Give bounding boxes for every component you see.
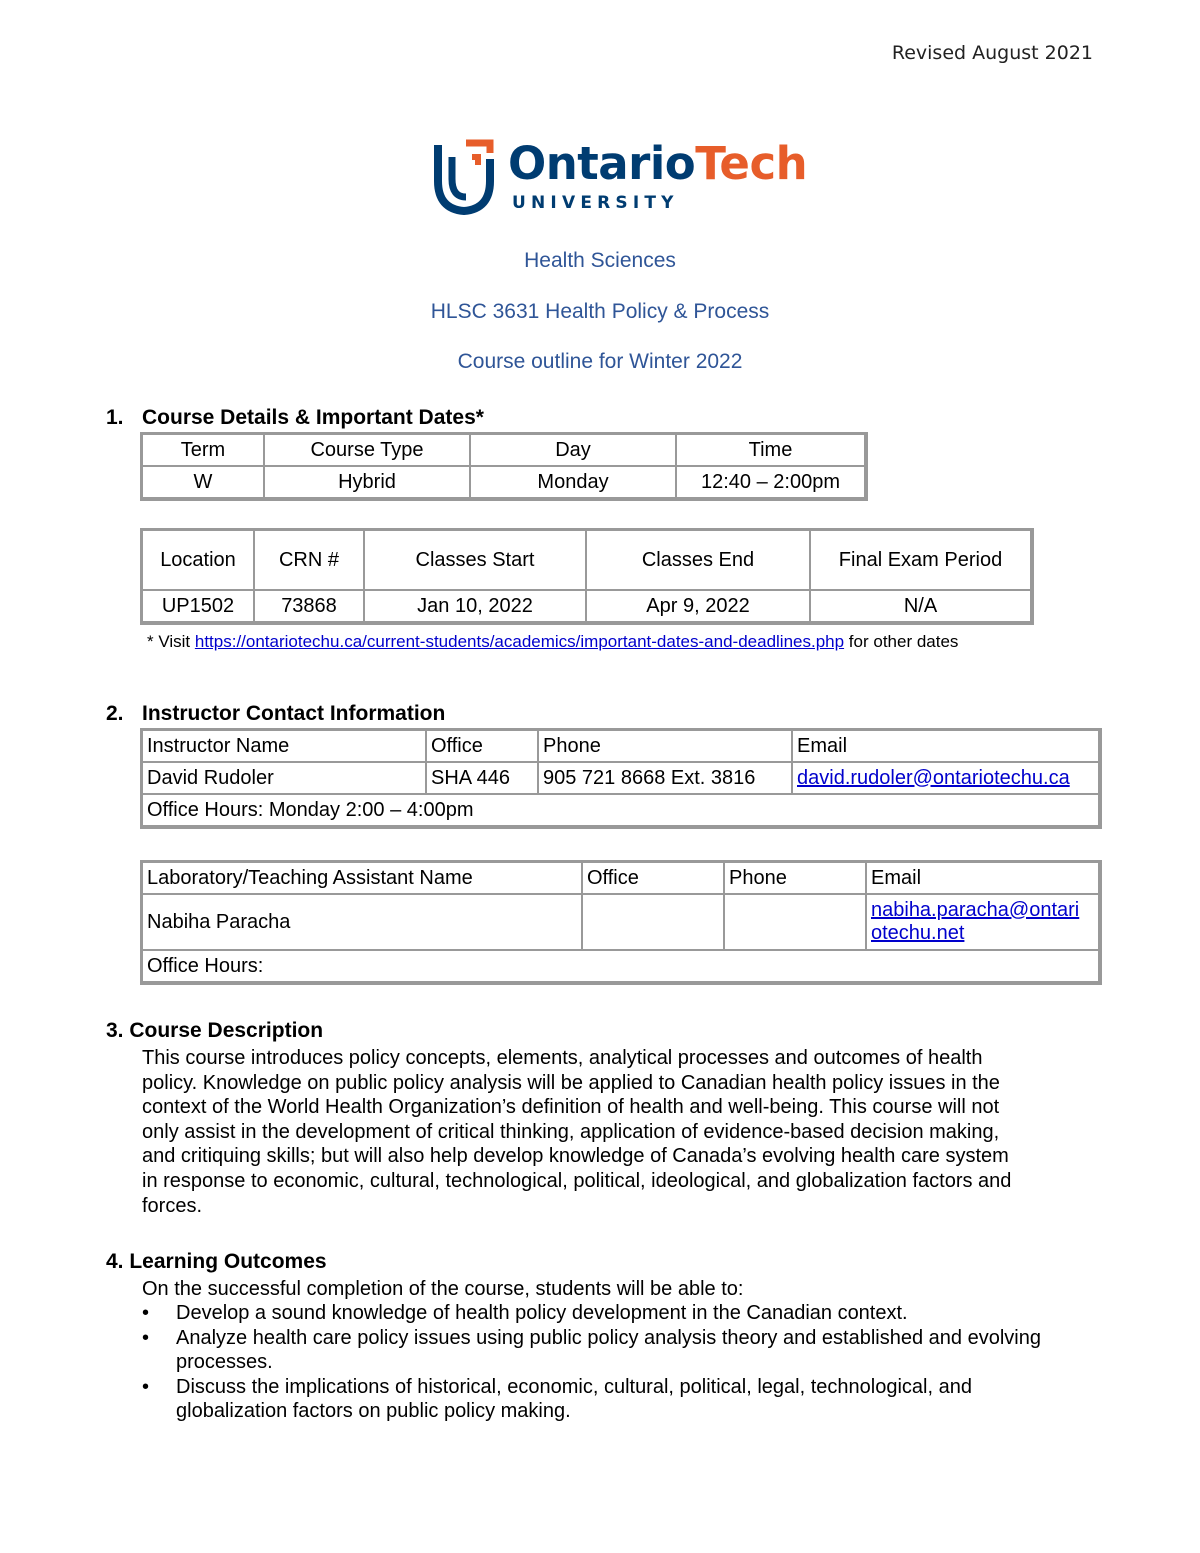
- table-header: Office: [426, 730, 538, 762]
- logo-subtitle: UNIVERSITY: [512, 193, 679, 213]
- table-header: Instructor Name: [142, 730, 426, 762]
- dates-note: * Visit https://ontariotechu.ca/current-students/academics/important-dates-and-deadlines.php for other dates: [147, 632, 959, 651]
- table-cell: Monday: [470, 466, 676, 498]
- instructor-email-link[interactable]: david.rudoler@ontariotechu.ca: [797, 766, 1070, 789]
- table-cell: W: [142, 466, 264, 498]
- assistant-email-link[interactable]: nabiha.paracha@ontari otechu.net: [871, 899, 1080, 944]
- description-line: This course introduces policy concepts, elements, analytical processes and outcomes of health: [142, 1047, 983, 1069]
- important-dates-link[interactable]: https://ontariotechu.ca/current-students/academics/important-dates-and-deadlines.php: [194, 632, 845, 651]
- table-cell: [582, 894, 724, 950]
- university-logo: [432, 135, 808, 215]
- office-hours-cell: Office Hours:: [142, 950, 1099, 982]
- instructor-table: [140, 728, 1102, 829]
- table-row: [142, 794, 1099, 826]
- list-item: • Analyze health care policy issues using public policy analysis theory and established and evolving processes.: [142, 1326, 1041, 1374]
- table-cell: 905 721 8668 Ext. 3816: [538, 762, 792, 794]
- course-description: [142, 1046, 1092, 1218]
- table-header: Term: [142, 434, 264, 466]
- table-header: Course Type: [264, 434, 470, 466]
- table-cell: Nabiha Paracha: [142, 894, 582, 950]
- section-4-heading: 4. Learning Outcomes: [106, 1250, 327, 1273]
- table-header: Laboratory/Teaching Assistant Name: [142, 862, 582, 894]
- table-header: Classes Start: [364, 530, 586, 590]
- table-header: Classes End: [586, 530, 810, 590]
- section-1-heading: 1. Course Details & Important Dates*: [106, 406, 484, 429]
- table-cell: [724, 894, 866, 950]
- section-2-heading: 2. Instructor Contact Information: [106, 702, 446, 725]
- table-row: [142, 590, 1031, 622]
- table-header: Location: [142, 530, 254, 590]
- table-header: Office: [582, 862, 724, 894]
- revised-date: Revised August 2021: [891, 42, 1093, 64]
- description-line: context of the World Health Organization’s definition of health and well-being. This course will not: [142, 1096, 1000, 1119]
- list-item: • Develop a sound knowledge of health policy development in the Canadian context.: [142, 1302, 908, 1324]
- bullet-icon: •: [142, 1375, 150, 1398]
- table-header-row: [142, 730, 1099, 762]
- table-header: Final Exam Period: [810, 530, 1031, 590]
- table-header: Day: [470, 434, 676, 466]
- list-item: • Discuss the implications of historical, economic, cultural, political, legal, technological, and globalization factors on public policy making.: [142, 1375, 972, 1423]
- description-line: policy. Knowledge on public policy analysis will be applied to Canadian health policy issues in the: [142, 1071, 1000, 1094]
- logo-wordmark: OntarioTech: [508, 137, 808, 190]
- bullet-icon: •: [142, 1302, 150, 1324]
- table-header: Time: [676, 434, 865, 466]
- assistant-table: [140, 860, 1102, 985]
- table-header-row: [142, 530, 1031, 590]
- description-line: forces.: [142, 1194, 203, 1217]
- table-cell: [792, 762, 1099, 794]
- table-header: Email: [792, 730, 1099, 762]
- table-cell: UP1502: [142, 590, 254, 622]
- ontariotech-shield-icon: [432, 135, 498, 215]
- table-cell: [866, 894, 1099, 950]
- table-cell: N/A: [810, 590, 1031, 622]
- description-line: and critiquing skills; but will also help develop knowledge of Canada’s evolving health care system: [142, 1145, 1009, 1168]
- faculty-name: Health Sciences: [524, 249, 676, 272]
- outcomes-intro: On the successful completion of the course, students will be able to:: [142, 1278, 744, 1300]
- table-row: [142, 950, 1099, 982]
- description-line: only assist in the development of critical thinking, application of evidence-based decision making,: [142, 1120, 1000, 1143]
- table-cell: Apr 9, 2022: [586, 590, 810, 622]
- course-title: HLSC 3631 Health Policy & Process: [430, 300, 770, 323]
- table-row: [142, 894, 1099, 950]
- table-cell: 12:40 – 2:00pm: [676, 466, 865, 498]
- office-hours-cell: Office Hours: Monday 2:00 – 4:00pm: [142, 794, 1099, 826]
- table-cell: 73868: [254, 590, 364, 622]
- description-line: in response to economic, cultural, technological, political, ideological, and globalization factors and: [142, 1169, 1012, 1192]
- course-dates-table: [140, 528, 1034, 625]
- table-header: CRN #: [254, 530, 364, 590]
- table-row: [142, 762, 1099, 794]
- bullet-icon: •: [142, 1326, 150, 1349]
- table-header: Phone: [538, 730, 792, 762]
- course-details-table: [140, 432, 868, 501]
- learning-outcomes-list: [142, 1301, 1072, 1424]
- table-cell: David Rudoler: [142, 762, 426, 794]
- table-cell: Jan 10, 2022: [364, 590, 586, 622]
- table-row: [142, 466, 865, 498]
- table-cell: SHA 446: [426, 762, 538, 794]
- section-3-heading: 3. Course Description: [106, 1019, 324, 1042]
- outline-title: Course outline for Winter 2022: [457, 350, 743, 373]
- table-header: Email: [866, 862, 1099, 894]
- table-header: Phone: [724, 862, 866, 894]
- table-header-row: [142, 862, 1099, 894]
- table-header-row: [142, 434, 865, 466]
- table-cell: Hybrid: [264, 466, 470, 498]
